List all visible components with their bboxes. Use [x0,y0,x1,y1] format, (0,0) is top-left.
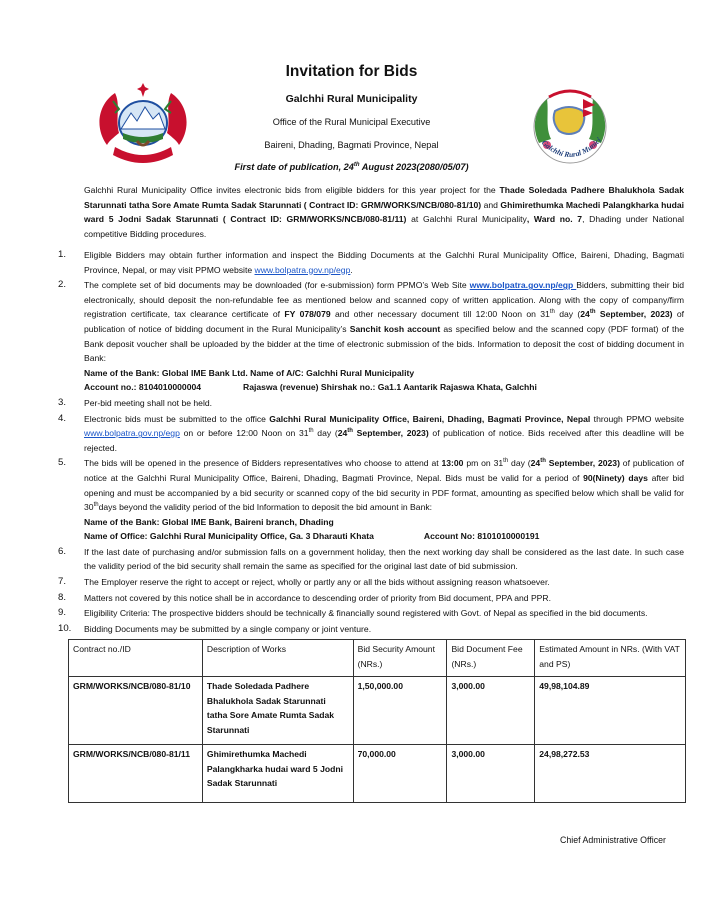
list-item: 7. The Employer reserve the right to accept or reject, wholly or partly any or all the bids without assigning reason whatsoever. [58,576,550,588]
table-header-row [69,640,686,677]
column-header: Bid Security Amount (NRs.) [353,640,447,677]
list-item: 6. If the last date of purchasing and/or submission falls on a government holiday, then the next working day shall be considered as the last date. In such case the validity period of the bid security shall remain the same as specified for the original last date of bid submission. [58,545,684,572]
list-item: 5. The bids will be opened in the presence of Bidders representatives who choose to attend at 13:00 pm on 31th day (24th September, 2023) of publication of notice at the Galchhi Rural Municipality Office, Baireni, Dhading, Bagmati Province, Nepal. Bids must be valid for a period of 90(Ninety) days after bid opening and must be accompanied by a bid security or scanned copy of the bid security in PDF format, amounting as specified below which shall be valid for 30thdays beyond the validity period of the bid Information to deposit the bid amount in Bank: Name of the Bank: Global IME Bank, Baireni branch, Dhading Name of Office: Galchhi Rural Municipality Office, Ga. 3 Dharauti Khata Account No: 8101010000191 [58,457,684,542]
list-item: 4. Electronic bids must be submitted to the office Galchhi Rural Municipality Office, Baireni, Dhading, Bagmati Province, Nepal through PPMO website www.bolpatra.gov.np/egp on or before 12:00 Noon on 31th day (24th September, 2023) of publication of notice. Bids received after this deadline will be rejected. [58,412,684,453]
document-fee-cell: 3,000.00 [447,677,535,745]
table-row [69,677,686,745]
intro-paragraph: Galchhi Rural Municipality Office invites electronic bids from eligible bidders for this year project for the Thade Soledada Padhere Bhalukhola Sadak Starunnati tatha Sore Amate Rumta Sadak Starunnati ( Contract ID: GRM/WORKS/NCB/080-81/10) and Ghimirethumka Machedi Palangkharka hudai ward 5 Jodni Sadak Starunnati ( Contract ID: GRM/WORKS/NCB/080-81/11) at Galchhi Rural Municipality, Ward no. 7, Dhading under National competitive Bidding procedures. [84,185,685,239]
estimated-amount-cell: 49,98,104.89 [535,677,686,745]
bid-security-cell: 70,000.00 [353,745,447,803]
column-header: Estimated Amount in NRs. (With VAT and PS) [535,640,686,677]
ppmo-link[interactable]: www.bolpatra.gov.np/egp [469,280,577,291]
ppmo-link[interactable]: www.bolpatra.gov.np/egp [254,264,351,275]
list-item: 1. Eligible Bidders may obtain further information and inspect the Bidding Documents at the Galchhi Rural Municipality Office, Baireni, Dhading, Bagmati Province, Nepal, or may visit PPMO website www.bolpatra.gov.np/egp. [58,249,684,275]
list-item: 3. Per-bid meeting shall not be held. [58,396,213,408]
column-header: Bid Document Fee (NRs.) [447,640,535,677]
office-address: Baireni, Dhading, Bagmati Province, Nepal [264,140,439,150]
page-title: Invitation for Bids [285,63,418,80]
contracts-table [68,639,686,803]
list-item: 10. Bidding Documents may be submitted by a single company or joint venture. [58,622,372,634]
document-fee-cell: 3,000.00 [447,745,535,803]
description-cell: Ghimirethumka Machedi Palangkharka hudai ward 5 Jodni Sadak Starunnati [202,745,353,803]
list-item: 8. Matters not covered by this notice shall be in accordance to descending order of priority from Bid document, PPA and PPR. [58,591,552,603]
publication-date: First date of publication, 24th August 2023(2080/05/07) [234,161,469,172]
column-header: Contract no./ID [69,640,203,677]
bid-security-cell: 1,50,000.00 [353,677,447,745]
signature-title: Chief Administrative Officer [560,835,666,845]
list-item: 9. Eligibility Criteria: The prospective bidders should be technically & financially sound registered with Govt. of Nepal as specified in the bid documents. [58,607,648,619]
office-name: Office of the Rural Municipal Executive [272,117,431,127]
estimated-amount-cell: 24,98,272.53 [535,745,686,803]
organization-name: Galchhi Rural Municipality [285,93,418,105]
bid-conditions-list [58,248,684,637]
contract-id-cell: GRM/WORKS/NCB/080-81/11 [69,745,203,803]
ppmo-link[interactable]: www.bolpatra.gov.np/egp [84,428,180,439]
list-item: 2. The complete set of bid documents may be downloaded (for e-submission) form PPMO’s Web Site www.bolpatra.gov.np/egp Bidders, submitting their bid electronically, should deposit the non-refundable fee as mentioned below and scanned copy of written application. Along with the copy of company/firm registration certificate, tax clearance certificate of FY 078/079 and other necessary document till 12:00 Noon on 31th day (24th September, 2023) of publication of notice of bidding document in the Rural Municipality’s Sanchit kosh account as specified below and the scanned copy (PDF format) of the Bank deposit voucher shall be uploaded by the bidder at the time of electronic submission of the bids. Information to deposit the cost of bidding document in Bank: Name of the Bank: Global IME Bank Ltd. Name of A/C: Galchhi Rural Municipality Account no.: 8104010000004 Rajaswa (revenue) Shirshak no.: Ga1.1 Aantarik Rajaswa Khata, Galchhi [58,279,685,393]
description-cell: Thade Soledada Padhere Bhalukhola Sadak Starunnati tatha Sore Amate Rumta Sadak Starunnati [202,677,353,745]
column-header: Description of Works [202,640,353,677]
logo-text: Galchhi Rural Munici [539,135,603,160]
table-row [69,745,686,803]
contract-id-cell: GRM/WORKS/NCB/080-81/10 [69,677,203,745]
